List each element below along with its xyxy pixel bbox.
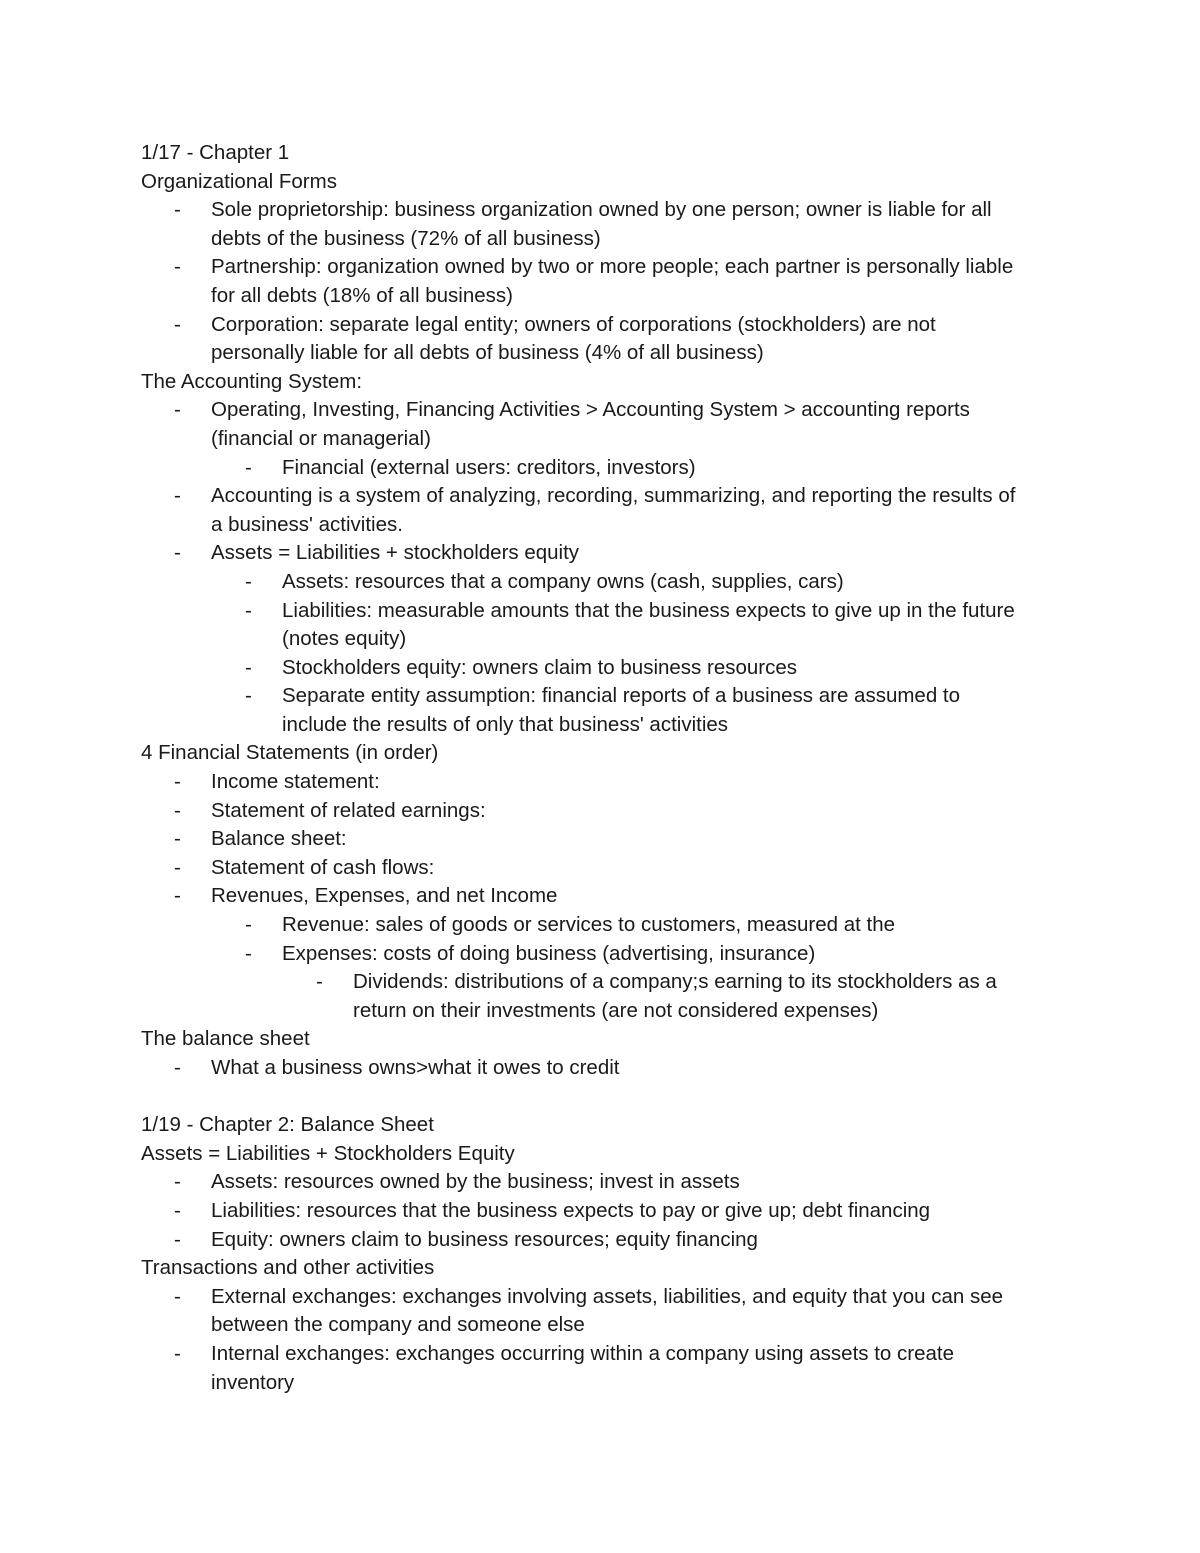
line-text: External exchanges: exchanges involving assets, liabilities, and equity that you can see	[211, 1284, 1004, 1308]
continuation-line	[0, 225, 1200, 254]
bullet-item-level-2	[0, 940, 1200, 969]
line-text: 4 Financial Statements (in order)	[141, 741, 439, 765]
bullet-item-level-1	[0, 1340, 1200, 1369]
bullet-item-level-2	[0, 568, 1200, 597]
section-line	[0, 1083, 1200, 1112]
line-text: Dividends: distributions of a company;s earning to its stockholders as a	[353, 970, 997, 994]
line-text: 1/17 - Chapter 1	[141, 141, 290, 164]
bullet-item-level-3	[0, 968, 1200, 997]
section-line	[0, 168, 1200, 197]
line-text: Revenues, Expenses, and net Income	[211, 884, 558, 908]
bullet-dash-icon: -	[174, 541, 181, 565]
section-line	[0, 739, 1200, 768]
bullet-item-level-1	[0, 396, 1200, 425]
line-text: 1/19 - Chapter 2: Balance Sheet	[141, 1113, 434, 1137]
bullet-dash-icon: -	[174, 255, 181, 279]
bullet-dash-icon: -	[245, 655, 252, 679]
bullet-dash-icon: -	[174, 1056, 181, 1079]
bullet-dash-icon: -	[174, 1341, 181, 1365]
line-text: Corporation: separate legal entity; owners of corporations (stockholders) are not	[211, 312, 936, 336]
bullet-dash-icon: -	[245, 455, 252, 479]
bullet-dash-icon: -	[245, 569, 252, 593]
line-text: Sole proprietorship: business organization owned by one person; owner is liable for all	[211, 198, 992, 222]
bullet-dash-icon: -	[174, 398, 181, 422]
line-text: (notes equity)	[282, 627, 407, 651]
line-text: inventory	[211, 1370, 295, 1394]
bullet-item-level-1	[0, 1226, 1200, 1255]
bullet-item-level-2	[0, 454, 1200, 483]
bullet-dash-icon: -	[174, 827, 181, 851]
section-line	[0, 1254, 1200, 1283]
bullet-dash-icon: -	[174, 484, 181, 508]
bullet-item-level-1	[0, 768, 1200, 797]
line-text: Equity: owners claim to business resources; equity financing	[211, 1227, 758, 1251]
line-text: for all debts (18% of all business)	[211, 283, 513, 307]
bullet-dash-icon: -	[174, 884, 181, 908]
continuation-line	[0, 511, 1200, 540]
continuation-line	[0, 339, 1200, 368]
bullet-dash-icon: -	[174, 1170, 181, 1194]
bullet-dash-icon: -	[174, 798, 181, 822]
bullet-dash-icon: -	[316, 970, 323, 994]
line-text: Statement of related earnings:	[211, 798, 486, 822]
bullet-item-level-1	[0, 311, 1200, 340]
line-text: Separate entity assumption: financial reports of a business are assumed to	[282, 684, 961, 708]
line-text: personally liable for all debts of business (4% of all business)	[211, 341, 764, 365]
bullet-item-level-1	[0, 482, 1200, 511]
bullet-dash-icon: -	[174, 1284, 181, 1308]
line-text: Internal exchanges: exchanges occurring within a company using assets to create	[211, 1341, 954, 1365]
bullet-item-level-1	[0, 1054, 1200, 1083]
bullet-item-level-1	[0, 797, 1200, 826]
bullet-dash-icon: -	[245, 684, 252, 708]
line-text: Operating, Investing, Financing Activities > Accounting System > accounting reports	[211, 398, 970, 422]
line-text: Stockholders equity: owners claim to business resources	[282, 655, 798, 679]
bullet-dash-icon: -	[245, 598, 252, 622]
bullet-dash-icon: -	[245, 913, 252, 937]
bullet-item-level-1	[0, 196, 1200, 225]
bullet-dash-icon: -	[174, 1227, 181, 1251]
bullet-item-level-1	[0, 1168, 1200, 1197]
bullet-item-level-1	[0, 253, 1200, 282]
continuation-line	[0, 1369, 1200, 1398]
line-text: Expenses: costs of doing business (advertising, insurance)	[282, 941, 816, 965]
line-text: Liabilities: measurable amounts that the business expects to give up in the future	[282, 598, 1015, 622]
bullet-item-level-2	[0, 654, 1200, 683]
bullet-dash-icon: -	[174, 198, 181, 222]
bullet-item-level-2	[0, 911, 1200, 940]
line-text: The Accounting System:	[141, 369, 363, 393]
continuation-line	[0, 997, 1200, 1026]
bullet-item-level-1	[0, 854, 1200, 883]
line-text: The balance sheet	[141, 1027, 310, 1051]
bullet-dash-icon: -	[174, 1198, 181, 1222]
line-text: Assets = Liabilities + stockholders equity	[211, 541, 580, 565]
line-text: Statement of cash flows:	[211, 855, 435, 879]
bullet-dash-icon: -	[174, 770, 181, 794]
continuation-line	[0, 711, 1200, 740]
section-line	[0, 139, 1200, 168]
line-text: a business' activities.	[211, 512, 403, 536]
line-text: Accounting is a system of analyzing, recording, summarizing, and reporting the results of	[211, 484, 1016, 508]
line-text: Liabilities: resources that the business expects to pay or give up; debt financing	[211, 1198, 931, 1222]
line-text: return on their investments (are not considered expenses)	[353, 998, 879, 1022]
bullet-item-level-1	[0, 1283, 1200, 1312]
bullet-dash-icon: -	[174, 312, 181, 336]
continuation-line	[0, 282, 1200, 311]
bullet-item-level-1	[0, 1197, 1200, 1226]
bullet-dash-icon: -	[174, 855, 181, 879]
bullet-item-level-2	[0, 682, 1200, 711]
line-text: (financial or managerial)	[211, 426, 431, 450]
section-line	[0, 1025, 1200, 1054]
notes-body	[0, 139, 1200, 1397]
line-text: between the company and someone else	[211, 1313, 585, 1337]
line-text: Revenue: sales of goods or services to customers, measured at the	[282, 913, 896, 937]
line-text: Assets: resources that a company owns (cash, supplies, cars)	[282, 569, 844, 593]
line-text: Income statement:	[211, 770, 380, 794]
line-text: Assets: resources owned by the business; invest in assets	[211, 1170, 740, 1194]
line-text: Assets = Liabilities + Stockholders Equity	[141, 1141, 515, 1165]
line-text: include the results of only that business' activities	[282, 712, 729, 736]
line-text: What a business owns>what it owes to credit	[211, 1056, 620, 1079]
bullet-item-level-1	[0, 539, 1200, 568]
section-line	[0, 1140, 1200, 1169]
line-text: Organizational Forms	[141, 169, 337, 193]
line-text: Partnership: organization owned by two or more people; each partner is personally liable	[211, 255, 1014, 279]
continuation-line	[0, 425, 1200, 454]
line-text: debts of the business (72% of all business)	[211, 226, 601, 250]
section-line	[0, 368, 1200, 397]
bullet-dash-icon: -	[245, 941, 252, 965]
line-text: Transactions and other activities	[141, 1256, 435, 1280]
bullet-item-level-1	[0, 825, 1200, 854]
continuation-line	[0, 1311, 1200, 1340]
bullet-item-level-1	[0, 882, 1200, 911]
continuation-line	[0, 625, 1200, 654]
line-text: Financial (external users: creditors, investors)	[282, 455, 696, 479]
section-line	[0, 1111, 1200, 1140]
bullet-item-level-2	[0, 597, 1200, 626]
line-text: Balance sheet:	[211, 827, 347, 851]
